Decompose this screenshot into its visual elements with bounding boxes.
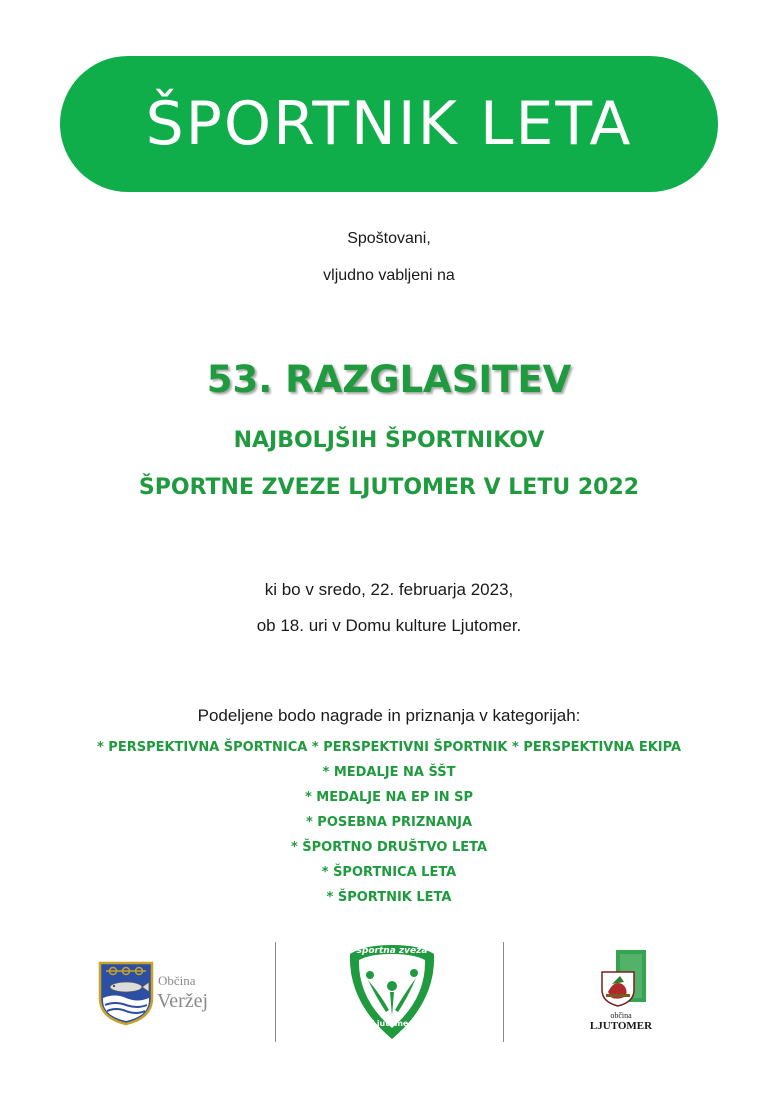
category-item: * MEDALJE NA ŠŠT (322, 765, 456, 780)
ljutomer-coat-of-arms (598, 950, 650, 1010)
greeting-line-2: vljudno vabljeni na (323, 267, 455, 284)
logo-divider (503, 942, 504, 1042)
event-title: 53. RAZGLASITEV (206, 358, 572, 401)
ljutomer-line-1: občina (610, 1011, 632, 1020)
category-item: * MEDALJE NA EP IN SP (304, 790, 474, 805)
sportna-zveza-bottom-text: Ljutomer (371, 1019, 413, 1028)
verzej-line-2: Veržej (157, 990, 209, 1012)
category-item: * PERSPEKTIVNA ŠPORTNICA * PERSPEKTIVNI ŠPORTNIK * PERSPEKTIVNA EKIPA (96, 740, 682, 755)
verzej-coat-of-arms (97, 960, 155, 1026)
event-time-place: ob 18. uri v Domu kulture Ljutomer. (256, 616, 522, 635)
category-item: * ŠPORTNICA LETA (321, 865, 457, 880)
event-subtitle-2: ŠPORTNE ZVEZE LJUTOMER V LETU 2022 (138, 475, 640, 500)
category-item: * ŠPORTNIK LETA (326, 890, 452, 905)
title-banner (60, 56, 718, 192)
sportna-zveza-top-text: športna zveza (356, 946, 428, 956)
greeting-line-1: Spoštovani, (347, 230, 431, 247)
banner-title: ŠPORTNIK LETA (145, 89, 633, 159)
logo-divider (275, 942, 276, 1042)
category-item: * POSEBNA PRIZNANJA (305, 815, 473, 830)
sportna-zveza-shield-logo (346, 942, 438, 1042)
event-date: ki bo v sredo, 22. februarja 2023, (264, 580, 514, 599)
ljutomer-line-2: LJUTOMER (589, 1020, 653, 1032)
categories-intro: Podeljene bodo nagrade in priznanja v kategorijah: (197, 706, 581, 725)
event-subtitle-1: NAJBOLJŠIH ŠPORTNIKOV (233, 428, 545, 453)
verzej-line-1: Občina (158, 973, 196, 988)
category-item: * ŠPORTNO DRUŠTVO LETA (290, 840, 488, 855)
